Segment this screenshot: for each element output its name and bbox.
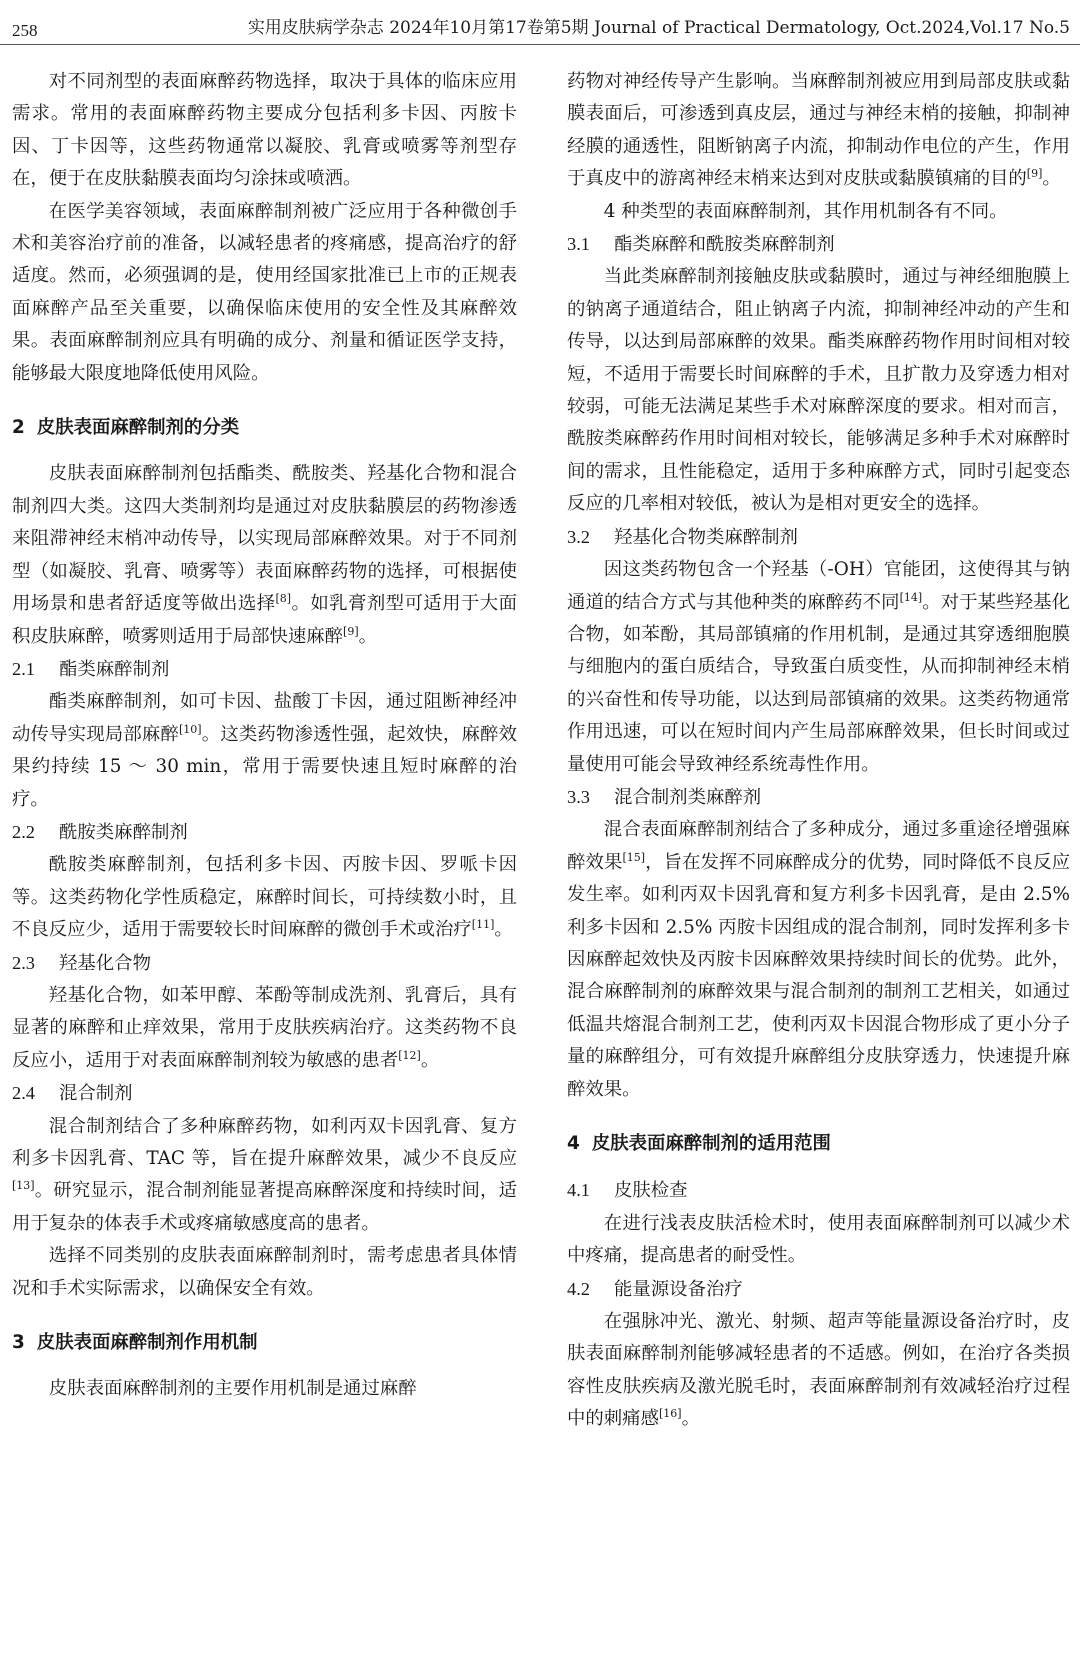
- citation: [13]: [12, 1179, 35, 1193]
- citation: [11]: [471, 918, 495, 932]
- subsection-heading-2-4: 2.4 混合制剂: [12, 1083, 133, 1105]
- paragraph: 因这类药物包含一个羟基（-OH）官能团，这使得其与钠通道的结合方式与其他种类的麻醉药不同[14]。对于某些羟基化合物，如苯酚，其局部镇痛的作用机制，是通过其穿透细胞膜与细胞内的蛋白质结合，导致蛋白质变性，从而抑制神经末梢的兴奋性和传导功能，以达到局部镇痛的效果。这类药物通常作用迅速，可以在短时间内产生局部麻醉效果，但长时间或过量使用可能会导致神经系统毒性作用。: [567, 559, 1070, 775]
- citation: [16]: [658, 1407, 682, 1421]
- citation: [12]: [398, 1048, 421, 1062]
- page-number: 258: [12, 21, 38, 40]
- paragraph: 混合制剂结合了多种麻醉药物，如利丙双卡因乳膏、复方利多卡因乳膏、TAC 等，旨在提升麻醉效果，减少不良反应[13]。研究显示，混合制剂能显著提高麻醉深度和持续时间，适用于复杂的体表手术或疼痛敏感度高的患者。: [12, 1115, 517, 1234]
- citation: [8]: [275, 591, 292, 605]
- paragraph: 酰胺类麻醉制剂，包括利多卡因、丙胺卡因、罗哌卡因等。这类药物化学性质稳定，麻醉时间长，可持续数小时，且不良反应少，适用于需要较长时间麻醉的微创手术或治疗[11]。: [12, 854, 517, 941]
- running-head: 实用皮肤病学杂志 2024年10月第17卷第5期 Journal of Practical Dermatology, Oct.2024,Vol.17 No.5: [247, 18, 1070, 38]
- citation: [15]: [622, 850, 646, 864]
- paragraph: 选择不同类别的皮肤表面麻醉制剂时，需考虑患者具体情况和手术实际需求，以确保安全有效。: [12, 1245, 517, 1299]
- paragraph: 在强脉冲光、激光、射频、超声等能量源设备治疗时，皮肤表面麻醉制剂能够减轻患者的不适感。例如，在治疗各类损容性皮肤疾病及激光脱毛时，表面麻醉制剂有效减轻治疗过程中的刺痛感[16]。: [567, 1311, 1070, 1430]
- paragraph: 皮肤表面麻醉制剂包括酯类、酰胺类、羟基化合物和混合制剂四大类。这四大类制剂均是通过对皮肤黏膜层的药物渗透来阻滞神经末梢冲动传导，以实现局部麻醉效果。对于不同剂型（如凝胶、乳膏、喷雾等）表面麻醉药物的选择，可根据使用场景和患者舒适度等做出选择[8]。如乳膏剂型可适用于大面积皮肤麻醉，喷雾则适用于局部快速麻醉[9]。: [12, 463, 517, 647]
- subsection-heading-2-3: 2.3 羟基化合物: [12, 952, 151, 974]
- paragraph: 4 种类型的表面麻醉制剂，其作用机制各有不同。: [603, 200, 1008, 222]
- citation: [9]: [1026, 167, 1043, 181]
- subsection-heading-3-3: 3.3 混合制剂类麻醉剂: [567, 786, 762, 808]
- citation: [9]: [343, 624, 359, 638]
- page-header: [0, 0, 1080, 46]
- paragraph: 在进行浅表皮肤活检术时，使用表面麻醉制剂可以减少术中疼痛，提高患者的耐受性。: [567, 1212, 1070, 1267]
- paragraph: 药物对神经传导产生影响。当麻醉制剂被应用到局部皮肤或黏膜表面后，可渗透到真皮层，通过与神经末梢的接触，抑制神经膜的通透性，阻断钠离子内流，抑制动作电位的产生，作用于真皮中的游离神经末梢来达到对皮肤或黏膜镇痛的目的[9]。: [567, 71, 1070, 190]
- subsection-heading-3-1: 3.1 酯类麻醉和酰胺类麻醉制剂: [567, 234, 835, 256]
- paragraph: 混合表面麻醉制剂结合了多种成分，通过多重途径增强麻醉效果[15]，旨在发挥不同麻醉成分的优势，同时降低不良反应发生率。如利丙双卡因乳膏和复方利多卡因乳膏，是由 2.5% 利多卡因和 2.5% 丙胺卡因组成的混合制剂，同时发挥利多卡因麻醉起效快及丙胺卡因麻醉效果持续时间长的优势。此外，混合麻醉制剂的麻醉效果与混合制剂的制剂工艺相关，如通过低温共熔混合制剂工艺，使利丙双卡因混合物形成了更小分子量的麻醉组分，可有效提升麻醉组分皮肤穿透力，快速提升麻醉效果。: [567, 819, 1070, 1100]
- subsection-heading-3-2: 3.2 羟基化合物类麻醉制剂: [567, 526, 798, 548]
- left-column: [12, 66, 517, 1406]
- subsection-heading-2-1: 2.1 酯类麻醉制剂: [12, 658, 170, 680]
- paragraph: 羟基化合物，如苯甲醇、苯酚等制成洗剂、乳膏后，具有显著的麻醉和止痒效果，常用于皮肤疾病治疗。这类药物不良反应小，适用于对表面麻醉制剂较为敏感的患者[12]。: [12, 984, 517, 1071]
- section-heading-2: 2 皮肤表面麻醉制剂的分类: [12, 417, 240, 439]
- subsection-heading-4-2: 4.2 能量源设备治疗: [567, 1278, 743, 1300]
- subsection-heading-2-2: 2.2 酰胺类麻醉制剂: [12, 821, 188, 843]
- section-heading-3: 3 皮肤表面麻醉制剂作用机制: [12, 1332, 258, 1354]
- paragraph: 皮肤表面麻醉制剂的主要作用机制是通过麻醉: [48, 1378, 417, 1400]
- paragraph: 当此类麻醉制剂接触皮肤或黏膜时，通过与神经细胞膜上的钠离子通道结合，阻止钠离子内流，抑制神经冲动的产生和传导，以达到局部麻醉的效果。酯类麻醉药物作用时间相对较短，不适用于需要长时间麻醉的手术，且扩散力及穿透力相对较弱，可能无法满足某些手术对麻醉深度的要求。相对而言，酰胺类麻醉药作用时间相对较长，能够满足多种手术对麻醉时间的需求，且性能稳定，适用于多种麻醉方式，同时引起变态反应的几率相对较低，被认为是相对更安全的选择。: [567, 266, 1070, 515]
- section-heading-4: 4 皮肤表面麻醉制剂的适用范围: [567, 1133, 831, 1154]
- subsection-heading-4-1: 4.1 皮肤检查: [567, 1180, 688, 1202]
- paragraph: 对不同剂型的表面麻醉药物选择，取决于具体的临床应用需求。常用的表面麻醉药物主要成分包括利多卡因、丙胺卡因、丁卡因等，这些药物通常以凝胶、乳膏或喷雾等剂型存在，便于在皮肤黏膜表面均匀涂抹或喷洒。: [12, 71, 517, 190]
- right-column: [567, 66, 1070, 1436]
- header-rule: [0, 44, 1080, 45]
- citation: [10]: [178, 722, 202, 736]
- paragraph: 酯类麻醉制剂，如可卡因、盐酸丁卡因，通过阻断神经冲动传导实现局部麻醉[10]。这类药物渗透性强，起效快，麻醉效果约持续 15 ～ 30 min，常用于需要快速且短时麻醉的治疗。: [12, 691, 517, 810]
- citation: [14]: [899, 590, 923, 604]
- paragraph: 在医学美容领域，表面麻醉制剂被广泛应用于各种微创手术和美容治疗前的准备，以减轻患者的疼痛感，提高治疗的舒适度。然而，必须强调的是，使用经国家批准已上市的正规表面麻醉产品至关重要，以确保临床使用的安全性及其麻醉效果。表面麻醉制剂应具有明确的成分、剂量和循证医学支持，能够最大限度地降低使用风险。: [12, 200, 517, 384]
